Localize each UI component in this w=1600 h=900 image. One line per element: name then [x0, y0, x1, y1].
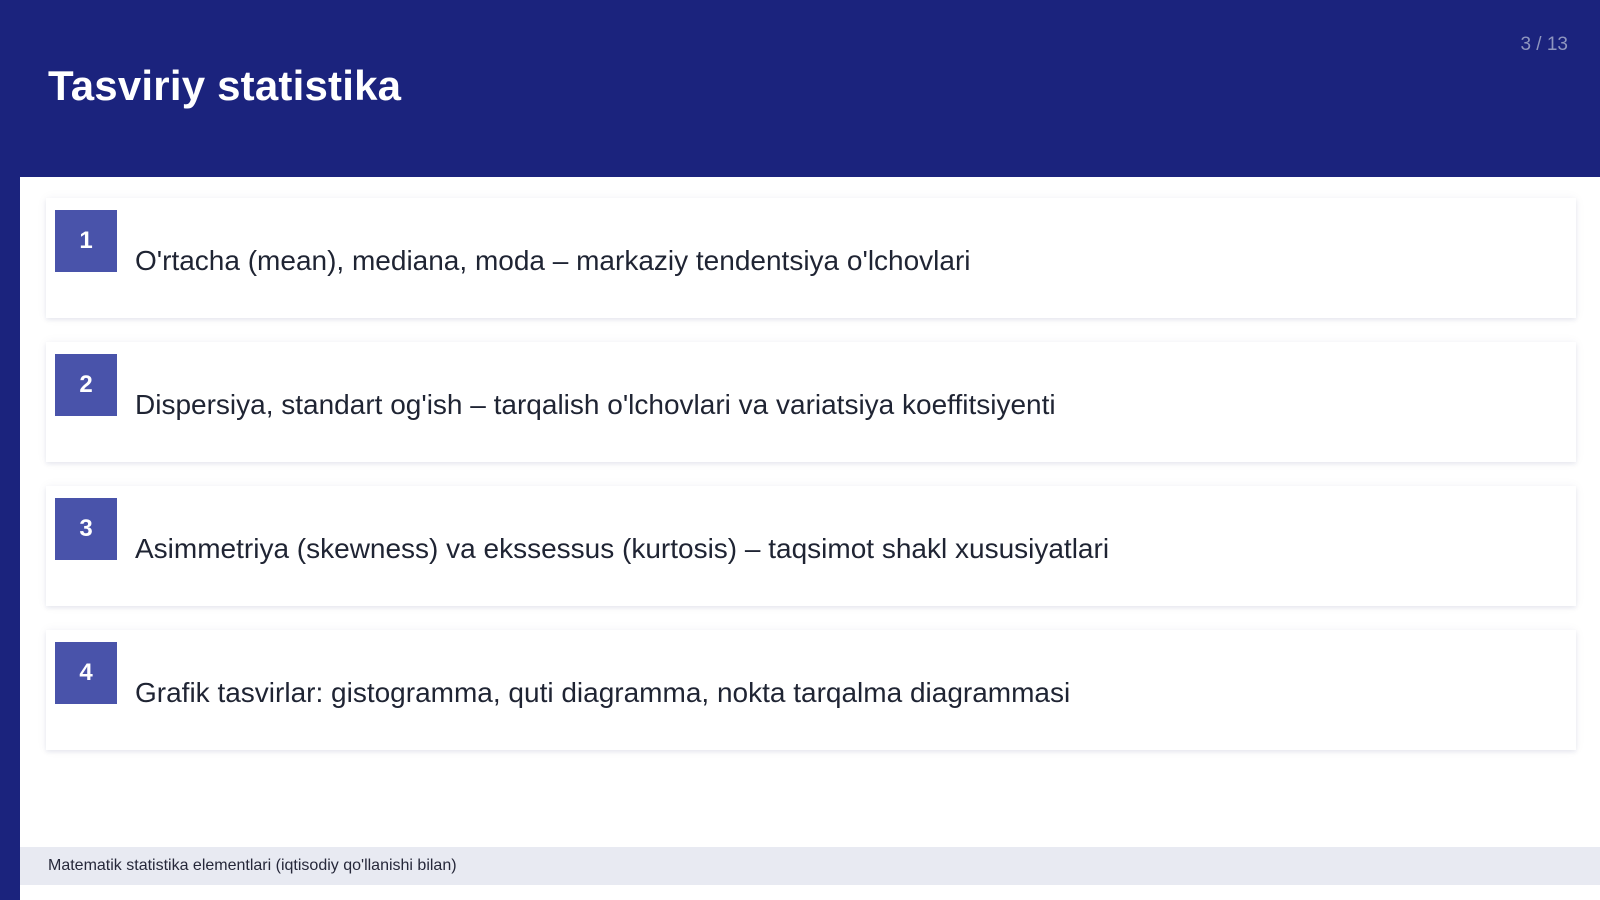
topic-item — [46, 630, 1576, 750]
topic-item — [46, 486, 1576, 606]
topic-number-badge: 2 — [55, 354, 117, 416]
topic-text: Dispersiya, standart og'ish – tarqalish o'lchovlari va variatsiya koeffitsiyenti — [135, 389, 1056, 420]
topic-item — [46, 342, 1576, 462]
topic-text: O'rtacha (mean), mediana, moda – markaziy tendentsiya o'lchovlari — [135, 245, 971, 276]
topic-number-badge: 1 — [55, 210, 117, 272]
topic-item — [46, 198, 1576, 318]
topic-list — [46, 198, 1576, 774]
slide-title: Tasviriy statistika — [48, 62, 402, 109]
topic-number-badge: 3 — [55, 498, 117, 560]
slide-header — [0, 0, 1600, 177]
topic-text: Asimmetriya (skewness) va ekssessus (kurtosis) – taqsimot shakl xususiyatlari — [135, 533, 1110, 564]
topic-number-badge: 4 — [55, 642, 117, 704]
footer-text: Matematik statistika elementlari (iqtisodiy qo'llanishi bilan) — [48, 857, 457, 874]
topic-text: Grafik tasvirlar: gistogramma, quti diagramma, nokta tarqalma diagrammasi — [135, 677, 1071, 708]
slide-content — [20, 177, 1600, 847]
page-counter: 3 / 13 — [1520, 34, 1568, 55]
bottom-strip — [20, 885, 1600, 900]
slide-footer — [20, 847, 1600, 885]
